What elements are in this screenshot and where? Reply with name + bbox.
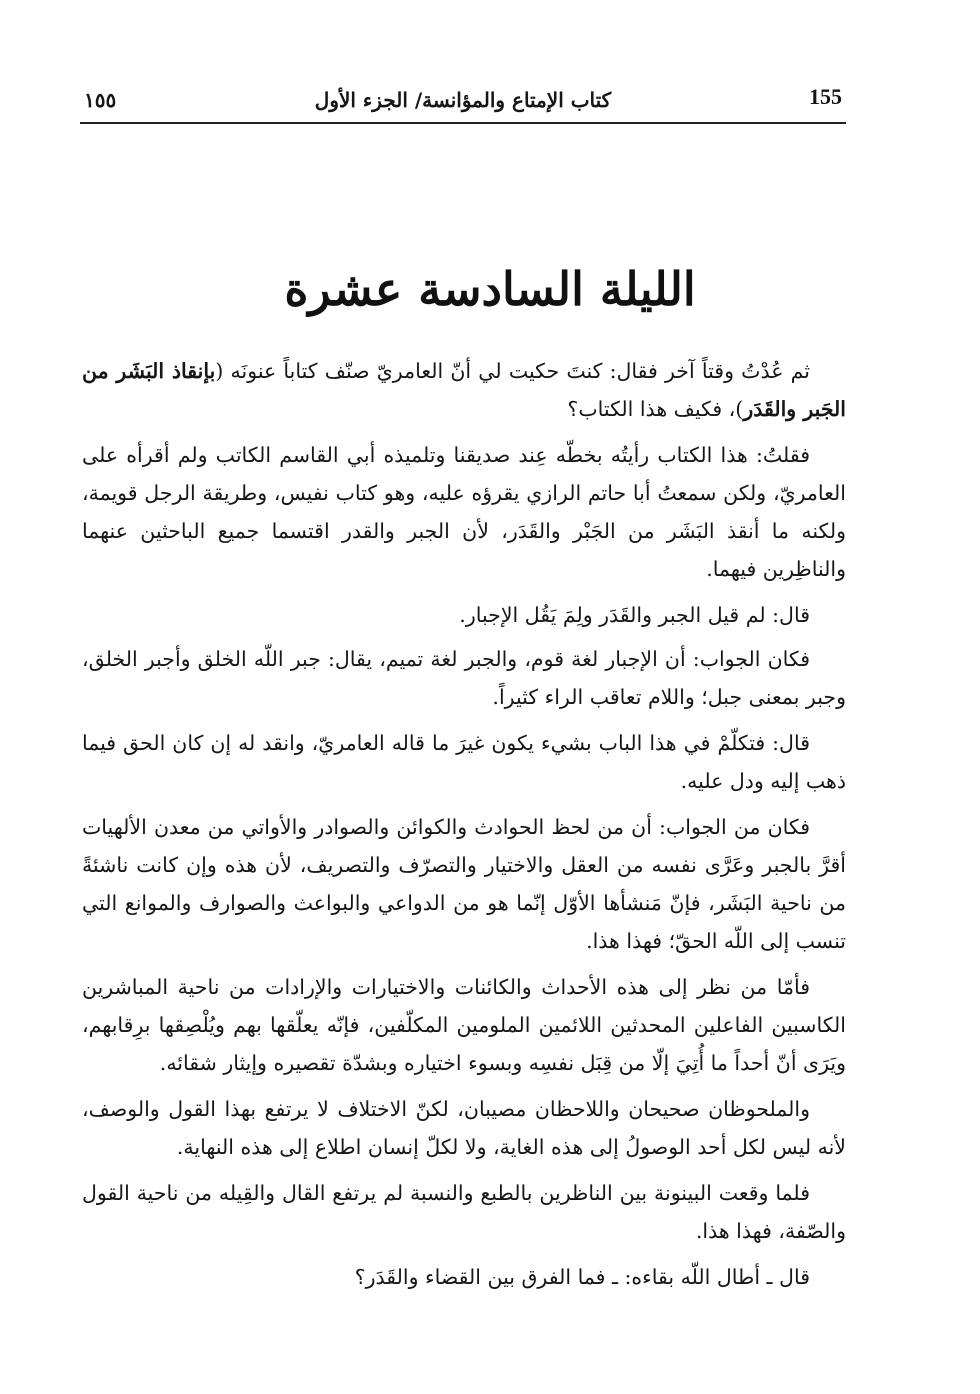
page-header <box>80 82 846 124</box>
paragraph-5: قال: فتكلّمْ في هذا الباب بشيء يكون غيرَ ما قاله العامريّ، وانقد له إن كان الحق فيما ذهب إليه ودل عليه. <box>82 731 846 793</box>
body-text <box>82 352 846 1304</box>
page-number-latin: 155 <box>809 84 842 109</box>
paragraph-9: فلما وقعت البينونة بين الناظرين بالطبع والنسبة لم يرتفع القال والقِيله من ناحية القول والصّفة، فهذا هذا. <box>82 1181 846 1243</box>
paragraph-7: فأمّا من نظر إلى هذه الأحداث والكائنات والاختيارات والإرادات من ناحية المباشرين الكاسبين الفاعلين المحدثين اللائمين الملومين المكلّفين، فإنّه يعلّقها بهم ويُلْصِقها برِقابهم، ويَرَى أنّ أحداً ما أُتِيَ إلّا من قِبَل نفسِه وبسوء اختياره وبشدّة تقصيره وإيثار شقائه. <box>82 975 846 1075</box>
paragraph-8: والملحوظان صحيحان واللاحظان مصيبان، لكنّ الاختلاف لا يرتفع بهذا القول والوصف، لأنه ليس لكل أحد الوصولُ إلى هذه الغاية، ولا لكلّ إنسان اطلاع إلى هذه النهاية. <box>82 1097 846 1159</box>
paragraph-6: فكان من الجواب: أن من لحظ الحوادث والكوائن والصوادر والأواتي من معدن الألهيات أقرَّ بالجبر وعَرَّى نفسه من العقل والاختيار والتصرّف والتصريف، لأن هذه وإن كانت ناشئةً من ناحية البَشَر، فإنّ مَنشأها الأوّل إنّما هو من الدواعي والبواعث والصوارف والموانع التي تنسب إلى اللّه الحقّ؛ فهذا هذا. <box>82 815 846 953</box>
paragraph-1 <box>82 352 846 428</box>
book-title: بإنقاذ البَشَر من الجَبر والقَدَر <box>82 359 846 421</box>
chapter-title: الليلة السادسة عشرة <box>284 262 696 316</box>
page-number-arabic: ١٥٥ <box>84 88 117 112</box>
paragraph-1-after: )، فكيف هذا الكتاب؟ <box>567 397 744 421</box>
paragraph-1-before: ثم عُدْتُ وقتاً آخر فقال: كنتَ حكيت لي أنّ العامريّ صنّف كتاباً عنونَه ( <box>215 359 810 383</box>
paragraph-2: فقلتُ: هذا الكتاب رأيتُه بخطّه عِند صديقنا وتلميذه أبي القاسم الكاتب ولم أقرأه على العامريّ، ولكن سمعتُ أبا حاتم الرازي يقرؤه عليه، وهو كتاب نفيس، وطريقة الرجل قويمة، ولكنه ما أنقذ البَشَر من الجَبْر والقَدَر، لأن الجبر والقدر اقتسما جميع الباحثين عنهما والناظِرين فيهما. <box>82 443 846 581</box>
running-title: كتاب الإمتاع والمؤانسة/ الجزء الأول <box>314 88 612 112</box>
paragraph-3: قال: لم قيل الجبر والقَدَر ولِمَ يَقُل الإجبار. <box>459 603 810 627</box>
paragraph-10: قال ـ أطال اللّه بقاءه: ـ فما الفرق بين القضاء والقَدَر؟ <box>354 1265 810 1289</box>
paragraph-4: فكان الجواب: أن الإجبار لغة قوم، والجبر لغة تميم، يقال: جبر اللّه الخلق وأجبر الخلق، وجبر بمعنى جبل؛ واللام تعاقب الراء كثيراً. <box>82 647 846 709</box>
